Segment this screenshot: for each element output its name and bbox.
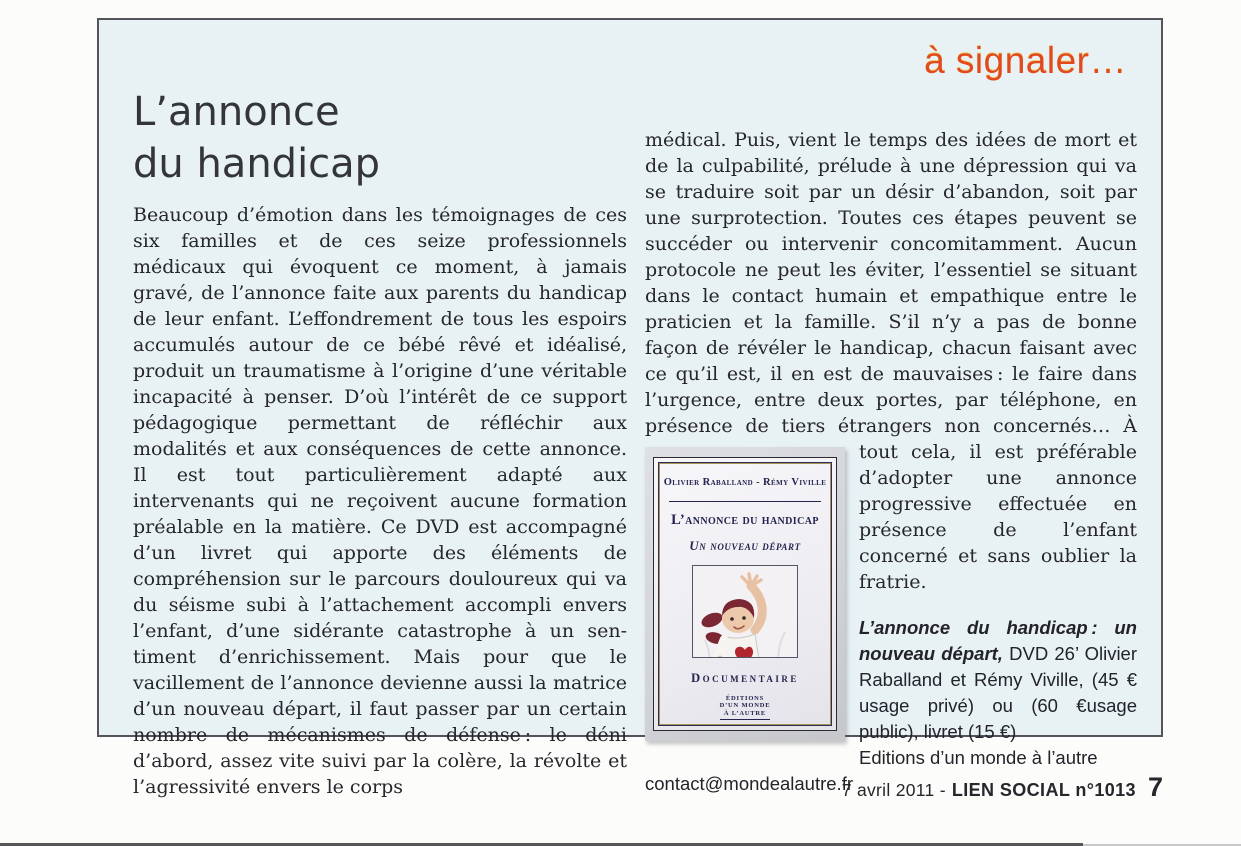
dvd-cover-subtitle: Un nouveau départ: [689, 538, 801, 553]
dvd-cover-publisher-logo: [720, 695, 771, 721]
publisher-line3: À L’AUTRE: [723, 709, 767, 717]
dvd-cover-authors: Olivier Raballand - Rémy Viville: [663, 477, 827, 488]
article-text-right-part1: médical. Puis, vient le temps des idées de mort et de la culpabilité, prélude à une dépression qui va se traduire soit par un désir d’abandon, soit par une surprotection. Toutes ces étapes peuvent se succéder ou intervenir concomitamment. Aucun protocole ne peut les éviter, l’essentiel se situant dans le contact humain et empathique entre le praticien et la famille. S’il n’y a pas de bonne façon de révéler le handicap, chacun faisant avec ce qu’il est, il en est de mauvaises : le faire dans l’urgence, entre deux portes, par téléphone, en présence de tiers étrangers non concernés… À tout: [645, 129, 1137, 463]
dvd-caption-publisher: Editions d’un monde à l’autre: [859, 747, 1098, 768]
article-title-line2: du handicap: [133, 141, 381, 187]
article-text-right-part2: cela, il est préférable d’adopter une annonce progressive effectuée en présence de l’enfant concerné et sans oublier la fratrie.: [859, 441, 1137, 593]
dvd-cover-photo: [645, 447, 845, 741]
dvd-cover-card: [653, 457, 837, 731]
dvd-cover-inner: [658, 462, 832, 726]
publisher-line2: D’UN MONDE: [719, 702, 771, 709]
article-title: [133, 86, 380, 190]
article-title-line1: L’annonce: [133, 89, 340, 135]
footer-journal-title: LIEN SOCIAL n°1013: [951, 780, 1136, 800]
publisher-line1: ÉDITIONS: [725, 694, 765, 702]
footer-page-number: 7: [1147, 772, 1163, 802]
article-column-right: [645, 127, 1137, 797]
dvd-caption-body: DVD 26’ Olivier Raballand et Rémy Viville, (45 € usage privé) ou (60 €usage public), livret (15 €): [859, 643, 1138, 742]
dvd-caption-title: L’annonce du handicap : un nouveau départ,: [859, 617, 1137, 664]
cover-rule-divider: [669, 501, 821, 502]
dvd-caption-email: contact@mondealautre.fr: [645, 773, 853, 794]
dvd-cover-illustration: [693, 566, 797, 658]
section-header: à signaler…: [924, 40, 1127, 81]
dvd-cover-title: L’annonce du handicap: [671, 512, 819, 528]
dvd-cover-illustration-frame: [692, 565, 798, 658]
dvd-cover-genre: Documentaire: [691, 670, 799, 685]
article-column-left: [133, 202, 627, 800]
page-footer: [842, 772, 1163, 803]
article-text-left: Beaucoup d’émotion dans les témoignages de ces six familles et de ces seize professionnels médicaux qui évoquent ce moment, à jamais gravé, de l’annonce faite aux parents du handicap de leur enfant. L’effondrement de tous les espoirs accumulés autour de ce bébé rêvé et idéalisé, produit un traumatisme à l’origine d’une véritable incapacité à penser. D’où l’intérêt de ce support pédagogique permettant de réfléchir aux modalités et aux conséquences de cette annonce. Il est tout particulièrement adapté aux intervenants qui ne reçoivent aucune formation préalable en la matière. Ce DVD est accompagné d’un livret qui apporte des éléments de compréhension sur le parcours douloureux qui va du séisme subi à l’attachement accompli envers l’enfant, d’une sidérante catastrophe à un sentiment d’enrichissement. Mais pour que le vacillement de l’annonce devienne aussi la matrice d’un nouveau départ, il faut passer par un certain nombre de mécanismes de défense : le déni d’abord, assez vite suivi par la colère, la révolte et l’agressivité envers le corps: [133, 204, 627, 798]
footer-date: 7 avril 2011 -: [841, 780, 946, 800]
